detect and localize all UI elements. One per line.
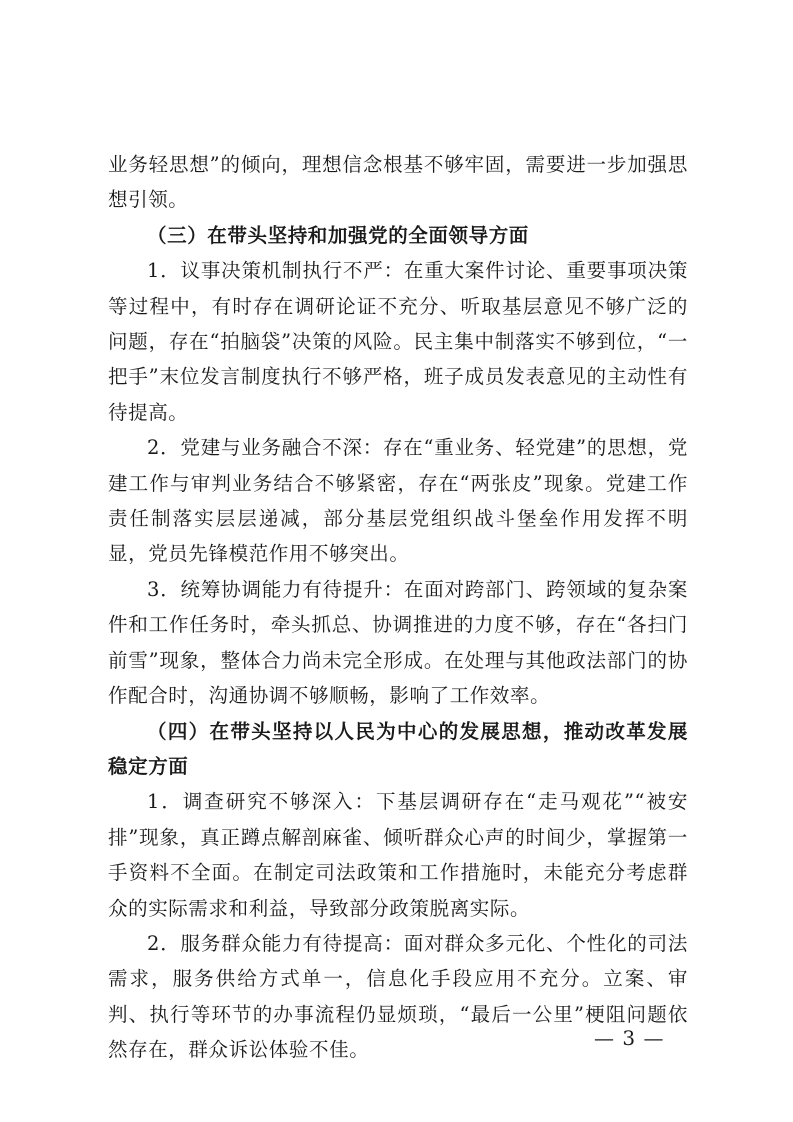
- paragraph-4-1: 1．调查研究不够深入：下基层调研存在“走马观花”“被安排”现象，真正蹲点解剖麻雀、倾听群众心声的时间少，掌握第一手资料不全面。在制定司法政策和工作措施时，未能充分考虑群众的实际需求和利益，导致部分政策脱离实际。: [108, 790, 688, 920]
- section-heading-3: （三）在带头坚持和加强党的全面领导方面: [147, 223, 529, 247]
- paragraph-4-2: 2．服务群众能力有待提高：面对群众多元化、个性化的司法需求，服务供给方式单一，信息化手段应用不充分。立案、审判、执行等环节的办事流程仍显烦琐，“最后一公里”梗阻问题依然存在，群众诉讼体验不佳。: [108, 931, 688, 1062]
- paragraph-3-1: 1．议事决策机制执行不严：在重大案件讨论、重要事项决策等过程中，有时存在调研论证不充分、听取基层意见不够广泛的问题，存在“拍脑袋”决策的风险。民主集中制落实不够到位，“一把手”末位发言制度执行不够严格，班子成员发表意见的主动性有待提高。: [108, 259, 688, 424]
- page-number: — 3 —: [594, 1026, 665, 1050]
- body-text: [108, 147, 688, 1068]
- section-heading-4: （四）在带头坚持以人民为中心的发展思想，推动改革发展稳定方面: [108, 719, 688, 778]
- paragraph-3-2: 2．党建与业务融合不深：存在“重业务、轻党建”的思想，党建工作与审判业务结合不够紧密，存在“两张皮”现象。党建工作责任制落实层层递减，部分基层党组织战斗堡垒作用发挥不明显，党员先锋模范作用不够突出。: [108, 436, 688, 566]
- paragraph-continuation: 业务轻思想”的倾向，理想信念根基不够牢固，需要进一步加强思想引领。: [108, 153, 688, 212]
- paragraph-3-3: 3．统筹协调能力有待提升：在面对跨部门、跨领域的复杂案件和工作任务时，牵头抓总、协调推进的力度不够，存在“各扫门前雪”现象，整体合力尚未完全形成。在处理与其他政法部门的协作配合时，沟通协调不够顺畅，影响了工作效率。: [108, 577, 688, 708]
